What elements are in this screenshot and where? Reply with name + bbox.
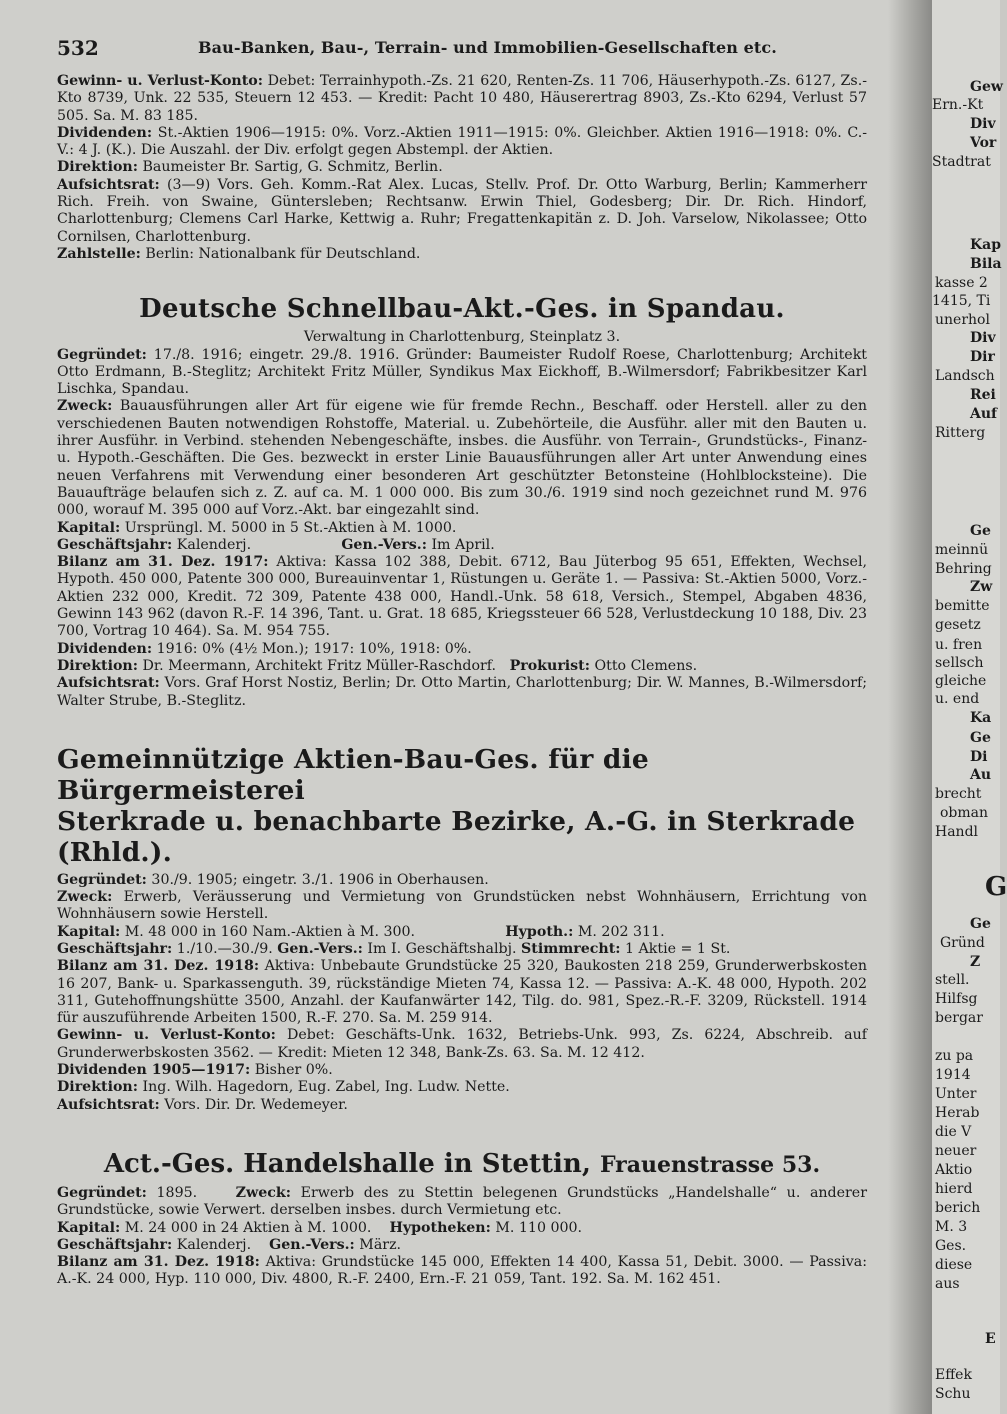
right-page-fragment: gleiche — [935, 673, 987, 689]
right-page-fragment: Hilfsg — [935, 991, 978, 1007]
page-header — [57, 36, 877, 60]
right-page-fragment: 1914 — [935, 1067, 971, 1083]
right-page-fragment: aus — [935, 1276, 960, 1292]
right-page-fragment: Behring — [935, 561, 992, 577]
e2-dividends: Dividenden 1905—1917: Bisher 0%. — [57, 1062, 333, 1079]
e1-board: Aufsichtsrat: Vors. Graf Horst Nostiz, Berlin; Dr. Otto Martin, Charlottenburg; Dir. W. Mannes, B.-Wilmersdorf; Walter Strube, B.-Steglitz. — [57, 675, 868, 709]
e1-direction: Direktion: Dr. Meermann, Architekt Fritz Müller-Raschdorf. Prokurist: Otto Clemens. — [57, 657, 698, 674]
right-page-fragment: Kap — [970, 237, 1002, 253]
right-page-fragment: Rei — [970, 387, 996, 403]
right-page-fragment: Ern.-Kt — [932, 97, 984, 113]
right-page-fragment: zu pa — [935, 1048, 974, 1064]
right-page-fragment: berich — [935, 1200, 981, 1216]
right-page-fragment: Stadtrat — [932, 154, 991, 170]
e2-board: Aufsichtsrat: Vors. Dir. Dr. Wedemeyer. — [57, 1096, 348, 1113]
right-page-fragment: Di — [970, 749, 988, 765]
company-subtitle-schnellbau: Verwaltung in Charlottenburg, Steinplatz 3. — [303, 329, 621, 346]
right-page-fragment: Gründ — [940, 935, 985, 951]
right-page-fragment: Auf — [970, 406, 998, 422]
e2-balance: Bilanz am 31. Dez. 1918: Aktiva: Unbebaute Grundstücke 25 320, Baukosten 218 259, Grunderwerbskosten 16 207, Bank- u. Sparkassenguth. 39, rückständige Mieten 74, Kassa 12. — Passiva: A.-K. 48 000, Hypoth. 202 311, Gutehoffnungshütte 3500, Anzahl. der Kaufanwärter 142, Tilg. do. 981, Spez.-R.-F. 3209, Rückstell. 1914 für auszuführende Arbeiten 1500, R.-F. 270. Sa. M. 259 914. — [57, 958, 867, 1027]
right-page-fragment: neuer — [935, 1143, 977, 1159]
e1-founded: Gegründet: 17./8. 1916; eingetr. 29./8. 1916. Gründer: Baumeister Rudolf Roese, Charlottenburg; Architekt Otto Erdmann, B.-Steglitz; Architekt Fritz Müller, Syndikus Max Eickhoff, B.-Wilmersdorf; Fabrikbesitzer Karl Lischka, Spandau. — [57, 346, 867, 398]
right-page-fragment: Ge — [970, 523, 991, 539]
text-column — [57, 73, 867, 1289]
right-page-fragment: G — [985, 872, 1007, 902]
right-page-fragment: meinnü — [935, 542, 989, 558]
right-page-fragment: obman — [940, 805, 989, 821]
right-page-fragments — [932, 0, 1007, 1414]
right-page-fragment: 1415, Ti — [932, 293, 991, 309]
right-page-fragment: Dir — [970, 349, 995, 365]
right-page-fragment: Z — [970, 954, 981, 970]
right-page-fragment: unerhol — [935, 312, 990, 328]
right-page-fragment: sellsch — [935, 655, 984, 671]
company-title-schnellbau: Deutsche Schnellbau-Akt.-Ges. in Spandau. — [139, 294, 785, 325]
prev-dividends: Dividenden: St.-Aktien 1906—1915: 0%. Vorz.-Aktien 1911—1915: 0%. Gleichber. Aktien 1916—1918: 0%. C.-V.: 4 J. (K.). Die Auszahl. der Div. erfolgt gegen Abstempl. der Aktien. — [57, 124, 867, 159]
right-page-fragment: Zw — [970, 579, 993, 595]
prev-direction: Direktion: Baumeister Br. Sartig, G. Schmitz, Berlin. — [57, 159, 443, 176]
company-title-handelshalle: Act.-Ges. Handelshalle in Stettin, Frauenstrasse 53. — [103, 1148, 821, 1179]
running-title: Bau-Banken, Bau-, Terrain- und Immobilien-Gesellschaften etc. — [198, 38, 777, 57]
right-page-fragment: Herab — [935, 1105, 980, 1121]
book-gutter — [888, 0, 932, 1414]
right-page-fragment: Ritterg — [935, 425, 986, 441]
right-page-fragment: u. fren — [935, 637, 983, 653]
prev-board: Aufsichtsrat: (3—9) Vors. Geh. Komm.-Rat Alex. Lucas, Stellv. Prof. Dr. Otto Warburg, Berlin; Kammerherr Rich. Freih. von Swaine, Güntersleben; Rechtsanw. Erwin Thiel, Godesberg; Dir. Dr. Rich. Hindorf, Charlottenburg; Clemens Carl Harke, Kettwig a. Ruhr; Fregattenkapitän z. D. Joh. Varselow, Nikolassee; Otto Cornilsen, Charlottenburg. — [57, 176, 867, 245]
e2-capital: Kapital: M. 48 000 in 160 Nam.-Aktien à M. 300. Hypoth.: M. 202 311. — [57, 923, 665, 940]
right-page-fragment: Unter — [935, 1086, 977, 1102]
right-page-fragment: stell. — [935, 972, 970, 988]
right-page-fragment: hierd — [935, 1181, 973, 1197]
e1-capital: Kapital: Ursprüngl. M. 5000 in 5 St.-Aktien à M. 1000. — [57, 519, 457, 536]
e1-balance: Bilanz am 31. Dez. 1917: Aktiva: Kassa 102 388, Debit. 6712, Bau Jüterbog 95 651, Effekten, Wechsel, Hypoth. 450 000, Patente 300 000, Bureauinventar 1, Rüstungen u. Geräte 1. — Passiva: St.-Aktien 5000, Vorz.-Aktien 232 000, Kredit. 72 309, Patente 438 000, Handl.-Unk. 58 618, Versich., Stempel, Abgaben 4836, Gewinn 143 962 (davon R.-F. 14 396, Tant. u. Grat. 18 685, Kriegssteuer 66 528, Verlustdeckung 10 188, Div. 23 700, Vortrag 10 464). Sa. M. 954 755. — [57, 554, 867, 640]
e2-purpose: Zweck: Erwerb, Veräusserung und Vermietung von Grundstücken nebst Wohnhäusern, Errichtung von Wohnhäusern sowie Herstell. — [57, 889, 868, 923]
right-page-fragment: Gew — [970, 79, 1003, 95]
e3-fiscal: Geschäftsjahr: Kalenderj. Gen.-Vers.: März. — [57, 1236, 402, 1253]
e2-profit-loss: Gewinn- u. Verlust-Konto: Debet: Geschäfts-Unk. 1632, Betriebs-Unk. 993, Zs. 6224, Abschreib. auf Grunderwerbskosten 3562. — Kredit: Mieten 12 348, Bank-Zs. 63. Sa. M. 12 412. — [57, 1027, 867, 1061]
company-title-sterkrade: Gemeinnützige Aktien-Bau-Ges. für die Bürgermeisterei Sterkrade u. benachbarte Bezirke, A.-G. in Sterkrade (Rhld.). — [57, 743, 856, 868]
right-page-fragment: Ge — [970, 730, 991, 746]
right-page-fragment: Div — [970, 330, 996, 346]
right-page-fragment: Schu — [935, 1386, 971, 1402]
right-page-fragment: Vor — [970, 135, 997, 151]
e3-balance: Bilanz am 31. Dez. 1918: Aktiva: Grundstücke 145 000, Effekten 14 400, Kassa 51, Debit. 3000. — Passiva: A.-K. 24 000, Hyp. 110 000, Div. 4800, R.-F. 2400, Ern.-F. 21 059, Tant. 192. Sa. M. 162 451. — [57, 1254, 867, 1288]
right-page-fragment: die V — [935, 1124, 972, 1140]
right-page-fragment: gesetz — [935, 617, 981, 633]
right-page-fragment: Div — [970, 116, 996, 132]
right-page-fragment: E — [985, 1331, 996, 1347]
right-page-fragment: Ges. — [935, 1238, 967, 1254]
right-page-fragment: Aktio — [935, 1162, 973, 1178]
right-page-fragment: bemitte — [935, 598, 990, 614]
right-page-fragment: Effek — [935, 1367, 972, 1383]
right-page-fragment: M. 3 — [935, 1219, 968, 1235]
e2-direction: Direktion: Ing. Wilh. Hagedorn, Eug. Zabel, Ing. Ludw. Nette. — [57, 1079, 510, 1096]
e1-purpose: Zweck: Bauausführungen aller Art für eigene wie für fremde Rechn., Beschaff. oder Herstell. aller zu den verschiedenen Bauten notwendigen Rohstoffe, Material. u. Zubehörteile, die Ausführ. aller mit den Bauten u. ihrer Ausführ. in Verbind. stehenden Nebengeschäfte, insbes. die Ausführ. von Terrain-, Grundstücks-, Finanz- u. Hypoth.-Geschäften. Die Ges. bezweckt in erster Linie Bauausführungen aller Art unter Anwendung eines neuen Verfahrens mit Verwendung einer besonderen Art geschützter Betonsteine (Hohlblocksteine). Die Bauaufträge belaufen sich z. Z. auf ca. M. 1 000 000. Bis zum 30./6. 1919 sind noch gezeichnet rund M. 976 000, worauf M. 395 000 auf Vorz.-Akt. bar eingezahlt sind. — [57, 398, 867, 519]
right-page-fragment: Landsch — [935, 368, 995, 384]
right-page-fragment: kasse 2 — [935, 275, 988, 291]
e1-fiscal: Geschäftsjahr: Kalenderj. Gen.-Vers.: Im April. — [57, 536, 495, 553]
prev-paying-agent: Zahlstelle: Berlin: Nationalbank für Deutschland. — [57, 245, 421, 262]
right-page-fragment: brecht — [935, 786, 982, 802]
prev-gv: Gewinn- u. Verlust-Konto: Debet: Terrainhypoth.-Zs. 21 620, Renten-Zs. 11 706, Häuserhypoth.-Zs. 6127, Zs.-Kto 8739, Unk. 22 535, Steuern 12 453. — Kredit: Pacht 10 480, Häuserertrag 8903, Zs.-Kto 6294, Verlust 57 505. Sa. M. 83 185. — [57, 73, 867, 124]
right-page-fragment: Ka — [970, 710, 992, 726]
e2-founded: Gegründet: 30./9. 1905; eingetr. 3./1. 1906 in Oberhausen. — [57, 871, 489, 888]
right-page-fragment: Ge — [970, 916, 991, 932]
right-page-fragment: diese — [935, 1257, 973, 1273]
right-page-fragment: u. end — [935, 691, 980, 707]
e3-capital: Kapital: M. 24 000 in 24 Aktien à M. 1000. Hypotheken: M. 110 000. — [57, 1219, 583, 1236]
e1-dividends: Dividenden: 1916: 0% (4½ Mon.); 1917: 10%, 1918: 0%. — [57, 640, 472, 657]
right-page-fragment: Bila — [970, 256, 1002, 272]
right-page-fragment: Handl — [935, 824, 979, 840]
right-page-fragment: Au — [970, 767, 992, 783]
right-page-fragment: bergar — [935, 1010, 983, 1026]
page-number: 532 — [57, 36, 99, 60]
e3-founded-purpose: Gegründet: 1895. Zweck: Erwerb des zu Stettin belegenen Grundstücks „Handelshalle“ u. anderer Grundstücke, sowie Verwert. derselben insbes. durch Vermietung etc. — [57, 1184, 867, 1219]
e2-fiscal: Geschäftsjahr: 1./10.—30./9. Gen.-Vers.: Im I. Geschäftshalbj. Stimmrecht: 1 Aktie = 1 St. — [57, 940, 731, 957]
